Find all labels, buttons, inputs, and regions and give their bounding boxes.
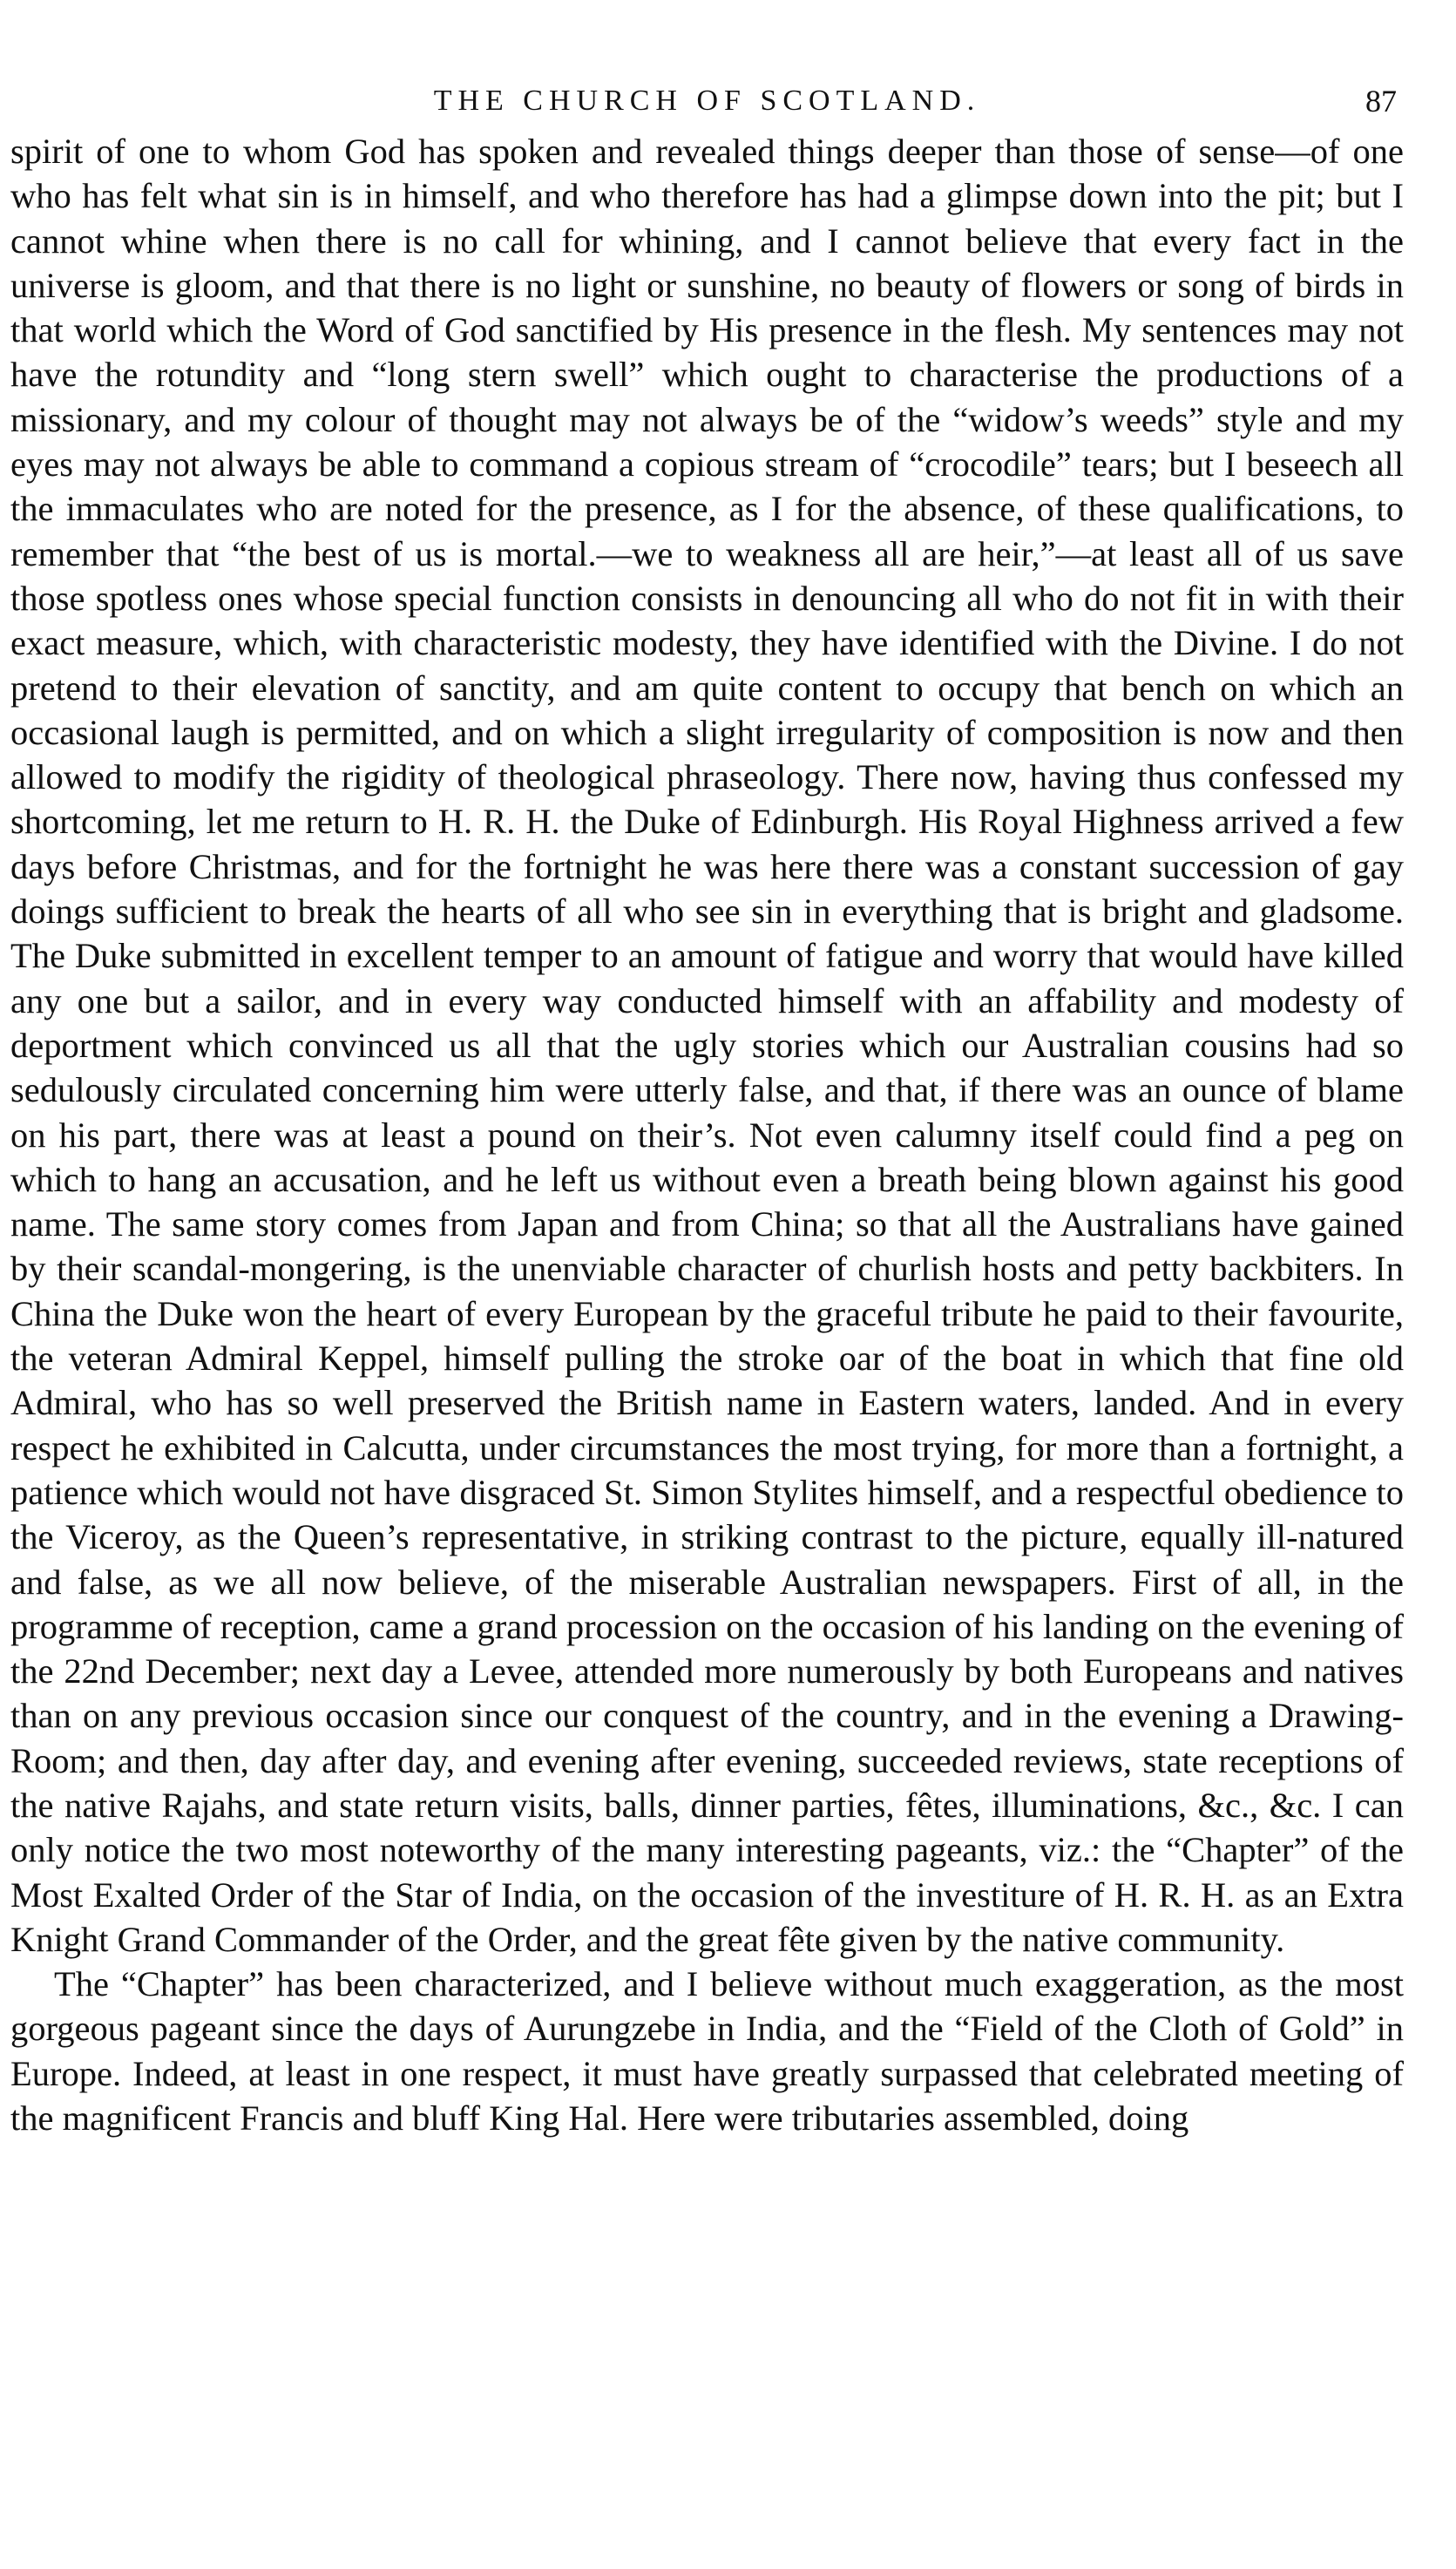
paragraph-chapter: The “Chapter” has been characterized, and I believe without much exaggeration, as the most gorgeous pageant since the days of Aurungzebe in India, and the “Field of the Cloth of Gold” in Europe. Indeed, at least in one respect, it must have greatly surpassed that celebrated meeting of the magnificent Francis and bluff King Hal. Here were tributaries assembled, doing [10,1964,1404,2139]
paragraph-continued: spirit of one to whom God has spoken and revealed things deeper than those of sense—of one who has felt what sin is in himself, and who therefore has had a glimpse down into the pit; but I cannot whine when there is no call for whining, and I cannot believe that every fact in the universe is gloom, and that there is no light or sunshine, no beauty of flowers or song of birds in that world which the Word of God sanctified by His presence in the flesh. My sentences may not have the rotundity and “long stern swell” which ought to characterise the productions of a missionary, and my colour of thought may not always be of the “widow’s weeds” style and my eyes may not always be able to command a copious stream of “crocodile” tears; but I beseech all the immaculates who are noted for the presence, as I for the absence, of these qualifications, to remember that “the best of us is mortal.—we to weakness all are heir,”—at least all of us save those spotless ones whose special function consists in denouncing all who do not fit in with their exact measure, which, with characteristic modesty, they have identified with the Divine. I do not pretend to their elevation of sanctity, and am quite content to occupy that bench on which an occasional laugh is permitted, and on which a slight irregularity of composition is now and then allowed to modify the rigidity of theological phraseology. There now, having thus confessed my shortcoming, let me return to H. R. H. the Duke of Edinburgh. His Royal Highness arrived a few days before Christmas, and for the fortnight he was here there was a constant succession of gay doings sufficient to break the hearts of all who see sin in everything that is bright and gladsome. The Duke submitted in excellent temper to an amount of fatigue and worry that would have killed any one but a sailor, and in every way conducted himself with an affability and modesty of deportment which convinced us all that the ugly stories which our Australian cousins had so sedulously circulated concerning him were utterly false, and that, if there was an ounce of blame on his part, there was at least a pound on their’s. Not even calumny itself could find a peg on which to hang an accusation, and he left us without even a breath being blown against his good name. The same story comes from Japan and from China; so that all the Australians have gained by their scandal-mongering, is the unenviable character of churlish hosts and petty backbiters. In China the Duke won the heart of every European by the graceful tribute he paid to their favourite, the veteran Admiral Keppel, himself pulling the stroke oar of the boat in which that fine old Admiral, who has so well preserved the British name in Eastern waters, landed. And in every respect he exhibited in Calcutta, under circumstances the most trying, for more than a fortnight, a patience which would not have disgraced St. Simon Stylites himself, and a respectful obedience to the Viceroy, as the Queen’s representative, in striking contrast to the picture, equally ill-natured and false, as we all now believe, of the miserable Australian newspapers. First of all, in the programme of reception, came a grand procession on the occasion of his landing on the evening of the 22nd December; next day a Levee, attended more numerously by both Europeans and natives than on any previous occasion since our conquest of the country, and in the evening a Drawing-Room; and then, day after day, and evening after evening, succeeded reviews, state receptions of the native Rajahs, and state return visits, balls, dinner parties, fêtes, illuminations, &c., &c. I can only notice the two most noteworthy of the many interesting pageants, viz.: the “Chapter” of the Most Exalted Order of the Star of India, on the occasion of the investiture of H. R. H. as an Extra Knight Grand Commander of the Order, and the great fête given by the native community. [10,132,1404,1959]
page-number: 87 [1365,84,1397,119]
running-head [10,84,1404,119]
running-title: THE CHURCH OF SCOTLAND. [433,85,981,117]
